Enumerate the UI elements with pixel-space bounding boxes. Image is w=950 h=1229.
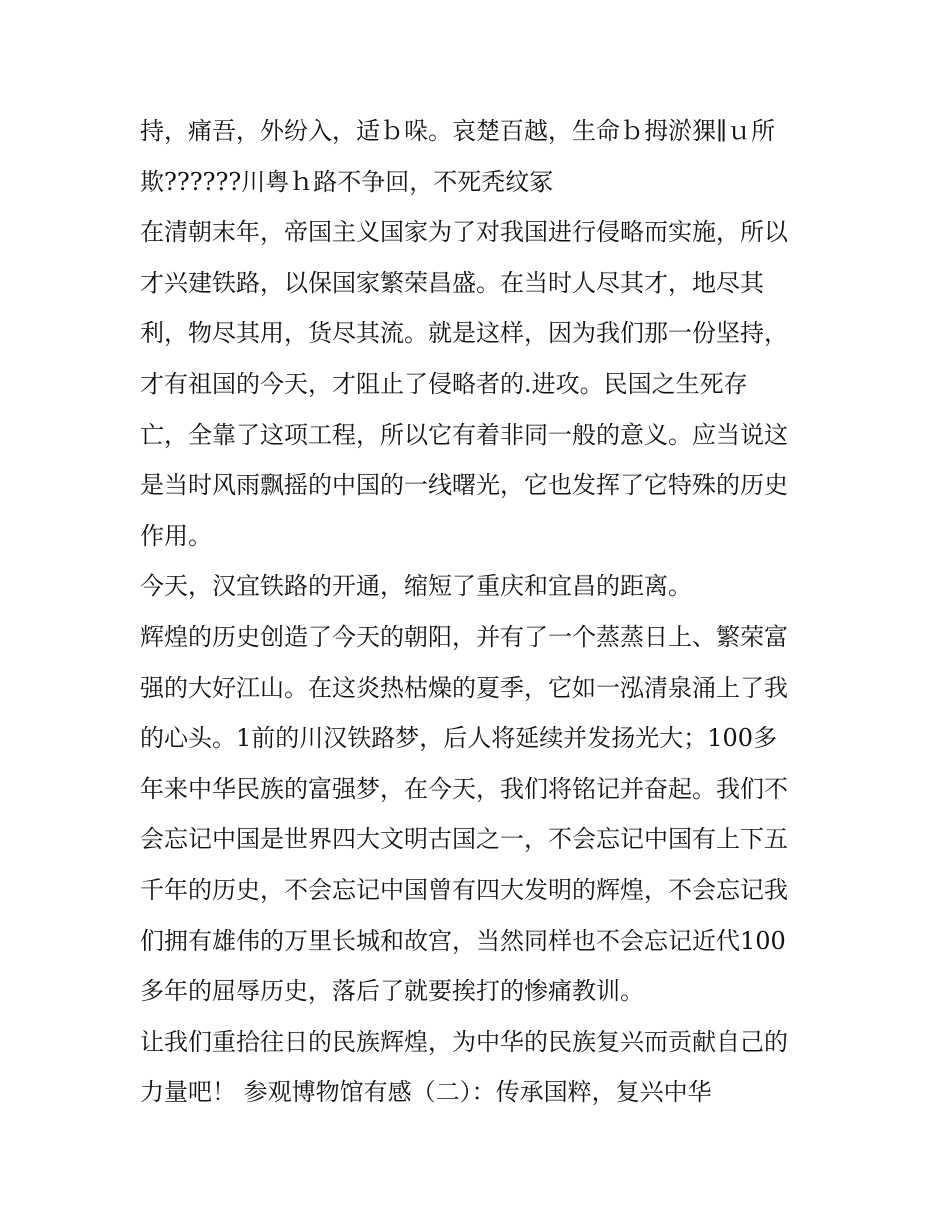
- text-line-9: 作用。: [140, 521, 212, 550]
- text-line-14: 年来中华民族的富强梦，在今天，我们将铭记并奋起。我们不: [140, 774, 788, 803]
- text-line-2: 欺??????川粤ｈ路不争回，不死秃纹冢: [140, 167, 554, 196]
- text-line-16: 千年的历史，不会忘记中国曾有四大发明的辉煌，不会忘记我: [140, 875, 788, 904]
- text-line-8: 是当时风雨飘摇的中国的一线曙光，它也发挥了它特殊的历史: [140, 471, 788, 500]
- text-line-17: 们拥有雄伟的万里长城和故宫，当然同样也不会忘记近代100: [140, 926, 786, 955]
- document-body: [140, 106, 820, 1118]
- text-line-3: 在清朝末年，帝国主义国家为了对我国进行侵略而实施，所以: [140, 218, 788, 247]
- text-line-1: 持，痛吾，外纷入，适ｂ哚。哀楚百越，生命ｂ拇淤猓∥ｕ所: [140, 117, 776, 145]
- text-line-5: 利，物尽其用，货尽其流。就是这样，因为我们那一份坚持，: [140, 319, 788, 348]
- text-line-10: 今天，汉宜铁路的开通，缩短了重庆和宜昌的距离。: [140, 572, 692, 601]
- text-line-18: 多年的屈辱历史，落后了就要挨打的惨痛教训。: [140, 977, 644, 1006]
- text-line-4: 才兴建铁路，以保国家繁荣昌盛。在当时人尽其才，地尽其: [140, 268, 764, 297]
- text-line-6: 才有祖国的今天，才阻止了侵略者的.进攻。民国之生死存: [140, 369, 748, 398]
- text-line-15: 会忘记中国是世界四大文明古国之一，不会忘记中国有上下五: [140, 825, 788, 854]
- text-line-13: 的心头。1前的川汉铁路梦，后人将延续并发扬光大；100多: [140, 724, 778, 753]
- text-line-20: 力量吧！ 参观博物馆有感（二）：传承国粹，复兴中华: [140, 1078, 712, 1107]
- text-line-19: 让我们重拾往日的民族辉煌，为中华的民族复兴而贡献自己的: [140, 1027, 788, 1056]
- text-line-12: 强的大好江山。在这炎热枯燥的夏季，它如一泓清泉涌上了我: [140, 673, 788, 702]
- text-line-11: 辉煌的历史创造了今天的朝阳，并有了一个蒸蒸日上、繁荣富: [140, 622, 788, 651]
- text-line-7: 亡，全靠了这项工程，所以它有着非同一般的意义。应当说这: [140, 420, 788, 449]
